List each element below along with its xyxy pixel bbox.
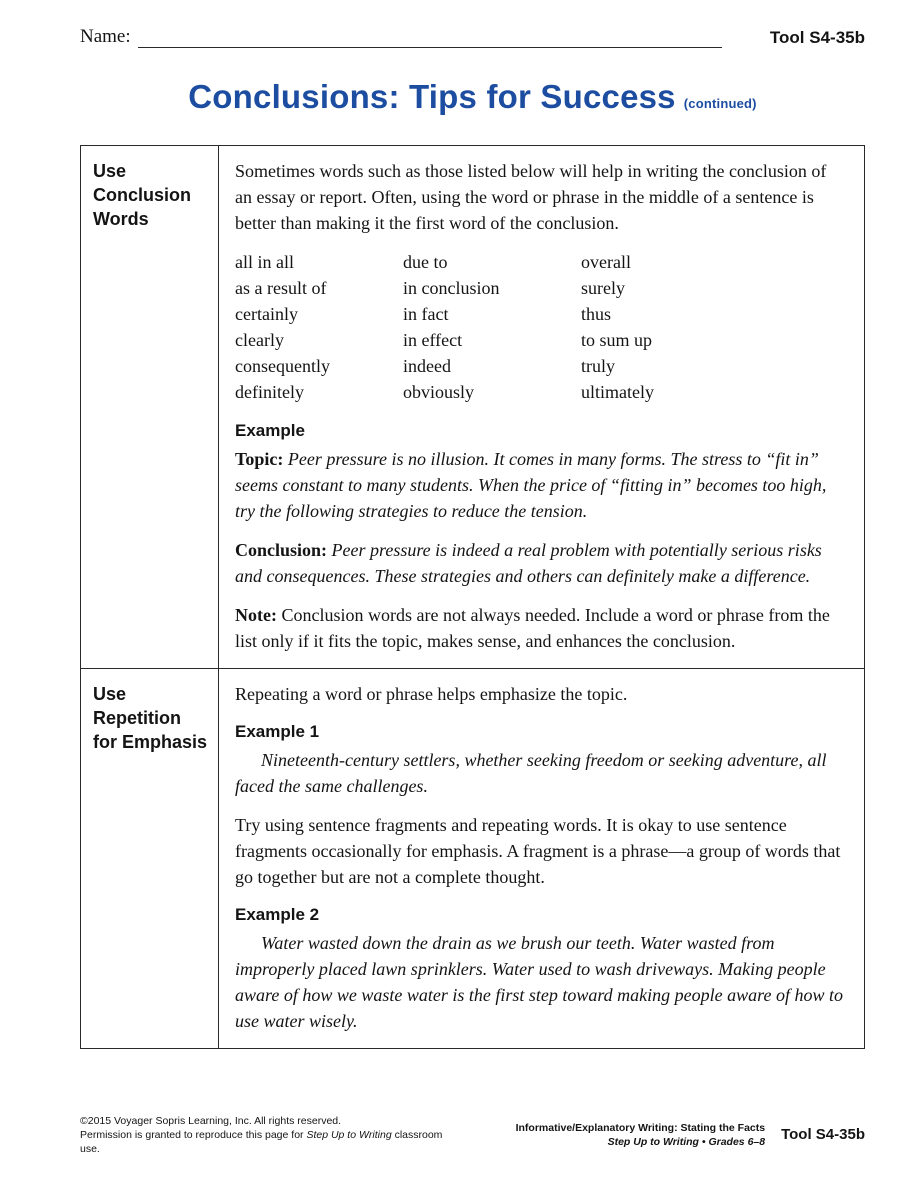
program-block [516, 1121, 766, 1149]
conclusion-text: Peer pressure is indeed a real problem with potentially serious risks and consequences. These strategies and others can definitely make a difference. [235, 540, 822, 586]
copyright-line2-italic: Step Up to Writing [306, 1129, 392, 1141]
copyright-line2-pre: Permission is granted to reproduce this page for [80, 1129, 307, 1141]
row2-intro: Repeating a word or phrase helps emphasize the topic. [235, 684, 628, 704]
example1-text: Nineteenth-century settlers, whether seeking freedom or seeking adventure, all faced the same challenges. [235, 750, 827, 796]
note-paragraph [235, 602, 844, 654]
row1-intro: Sometimes words such as those listed below will help in writing the conclusion of an essay or report. Often, using the word or phrase in the middle of a sentence is better than making it the first word of the conclusion. [235, 161, 827, 233]
topic-text: Peer pressure is no illusion. It comes in many forms. The stress to “fit in” seems constant to many students. When the price of “fitting in” becomes too high, try the following strategies to reduce the tension. [235, 449, 827, 521]
example2-paragraph [235, 930, 844, 1034]
conclusion-word: indeed [403, 356, 451, 376]
word-column-1 [235, 249, 403, 405]
name-field [80, 24, 722, 48]
conclusion-word: surely [581, 278, 625, 298]
copyright-block [80, 1114, 450, 1156]
footer-right-group [516, 1121, 865, 1149]
conclusion-word: definitely [235, 382, 304, 402]
example2-heading: Example 2 [235, 905, 320, 924]
conclusion-word: all in all [235, 252, 294, 272]
program-grades: • Grades 6–8 [698, 1136, 766, 1148]
conclusion-word: thus [581, 304, 612, 324]
copyright-line2 [80, 1128, 450, 1156]
row2-content-cell [219, 669, 864, 1048]
note-text: Conclusion words are not always needed. Include a word or phrase from the list only if it fits the topic, makes sense, and enhances the conclusion. [235, 605, 830, 651]
page-title-continued: (continued) [683, 96, 757, 111]
row1-heading: Use Conclusion Words [93, 161, 191, 229]
conclusion-word: certainly [235, 304, 298, 324]
example2-text: Water wasted down the drain as we brush our teeth. Water wasted from improperly placed lawn sprinklers. Water used to wash driveways. Making people aware of how we waste water is the first step toward making people aware of how to use water wisely. [235, 933, 843, 1031]
table-row-conclusion-words [81, 146, 864, 668]
tips-table [80, 145, 865, 1049]
row1-content-cell [219, 146, 864, 668]
example-heading: Example [235, 421, 305, 440]
page-title [80, 78, 865, 116]
conclusion-word: due to [403, 252, 448, 272]
conclusion-word: to sum up [581, 330, 653, 350]
conclusion-word: ultimately [581, 382, 654, 402]
row-heading-cell [81, 669, 219, 1048]
note-label: Note: [235, 605, 277, 625]
conclusion-word: truly [581, 356, 615, 376]
name-blank-line [138, 24, 722, 48]
conclusion-word: in fact [403, 304, 449, 324]
word-column-3 [581, 249, 654, 405]
example1-paragraph [235, 747, 844, 799]
word-column-2 [403, 249, 581, 405]
conclusion-word: consequently [235, 356, 330, 376]
name-label: Name: [80, 26, 131, 47]
row2-middle-paragraph: Try using sentence fragments and repeating words. It is okay to use sentence fragments occasionally for emphasis. A fragment is a phrase—a group of words that go together but are not a complete thought. [235, 815, 841, 887]
program-line1: Informative/Explanatory Writing: Stating the Facts [515, 1122, 766, 1134]
conclusion-word: as a result of [235, 278, 327, 298]
row-heading-cell [81, 146, 219, 668]
conclusion-word: in conclusion [403, 278, 500, 298]
conclusion-word: obviously [403, 382, 475, 402]
conclusion-label: Conclusion: [235, 540, 328, 560]
table-row-repetition [81, 668, 864, 1048]
example1-heading: Example 1 [235, 722, 320, 741]
row2-heading: Use Repetition for Emphasis [93, 684, 208, 752]
conclusion-word: clearly [235, 330, 284, 350]
page-footer [80, 1114, 865, 1156]
topic-label: Topic: [235, 449, 284, 469]
page-header [80, 24, 865, 48]
conclusion-word: in effect [403, 330, 463, 350]
program-name-italic: Step Up to Writing [607, 1136, 699, 1148]
tool-id-top: Tool S4-35b [769, 28, 865, 47]
topic-paragraph [235, 446, 844, 524]
copyright-line1: ©2015 Voyager Sopris Learning, Inc. All rights reserved. [80, 1115, 342, 1127]
copyright-line2-post: classroom use. [80, 1129, 443, 1155]
conclusion-paragraph [235, 537, 844, 589]
page-title-text: Conclusions: Tips for Success [188, 78, 676, 115]
conclusion-word: overall [581, 252, 631, 272]
conclusion-word-list [235, 249, 844, 405]
tool-id-bottom: Tool S4-35b [781, 1126, 865, 1143]
program-line2 [516, 1135, 766, 1149]
